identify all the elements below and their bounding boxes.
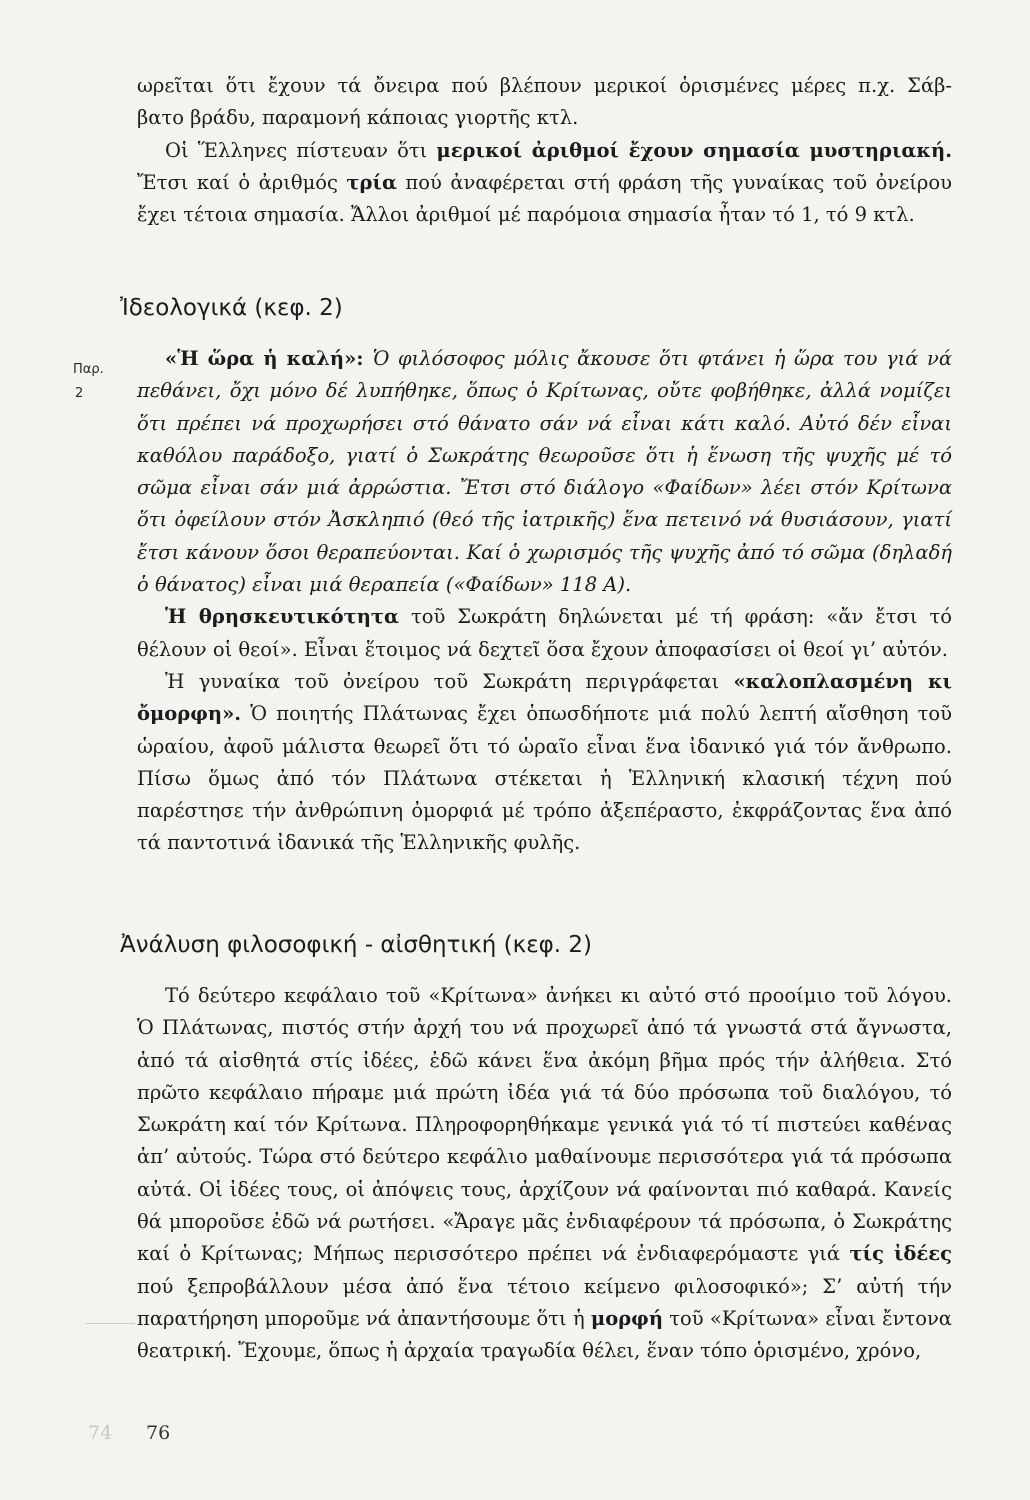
page-number: 76 xyxy=(146,1422,171,1444)
bold-phrase: τίς ἰδέες xyxy=(849,1242,952,1266)
bold-quote: «Ἡ ὥρα ἡ καλή»: xyxy=(165,347,373,370)
section-heading-ideological: Ἰδεολογικά (κεφ. 2) xyxy=(120,295,343,321)
text-run: πού ξεπροβάλλουν μέσα ἀπό ἕνα τέτοιο κείμενο φιλοσοφικό»; Σ’ αὐτή τήν παρατήρηση μποροῦμε νά ἀπαντήσουμε ὅτι ἡ xyxy=(137,1274,952,1330)
margin-paragraph-number: 2 xyxy=(75,386,84,401)
text-run: Οἱ Ἕλληνες πίστευαν ὅτι xyxy=(165,138,437,162)
text-run: πού ἀναφέρεται στή φράση τῆς γυναίκας τοῦ ὀνείρου ἔχει τέτοια σημασία. Ἄλλοι ἀριθμοί μέ παρόμοια σημασία ἦταν τό 1, τό 9 κτλ. xyxy=(137,170,952,227)
text-run: τοῦ Σωκράτη δηλώνεται μέ τή φράση: «ἄν ἔτσι τό θέλουν οἱ θεοί». Εἶναι ἕτοιμος νά δεχτεῖ ὅσα ἔχουν ἀποφασίσει οἱ θεοί γι’ αὐτόν. xyxy=(137,605,952,661)
bleed-through-rule xyxy=(85,1323,135,1324)
margin-paragraph-label: Παρ. xyxy=(73,362,104,377)
top-text-block xyxy=(137,70,952,231)
paragraph-religiosity xyxy=(137,601,952,666)
paragraph-beauty xyxy=(137,666,952,860)
bold-word: μορφή xyxy=(590,1306,663,1330)
paragraph-numbers xyxy=(137,135,952,232)
bold-phrase: Ἡ θρησκευτικότητα xyxy=(165,605,400,629)
bold-phrase: μερικοί ἀριθμοί ἔχουν σημασία μυστηριακή. xyxy=(436,138,952,162)
ghost-page-number: 74 xyxy=(88,1422,113,1444)
text-run: Ὁ ποιητής Πλάτωνας ἔχει ὁπωσδήποτε μιά πολύ λεπτή αἴσθηση τοῦ ὡραίου, ἀφοῦ μάλιστα θεωρεῖ ὅτι τό ὡραῖο εἶναι ἕνα ἰδανικό γιά τόν ἄνθρωπο. Πίσω ὅμως ἀπό τόν Πλάτωνα στέκεται ἡ Ἑλληνική κλασική τέχνη πού παρέστησε τήν ἀνθρώπινη ὀμορφιά μέ τρόπο ἀξεπέραστο, ἐκφράζοντας ἕνα ἀπό τά παντοτινά ἰδανικά τῆς Ἑλληνικῆς φυλῆς. xyxy=(137,702,952,855)
bold-phrase: «καλοπλασμένη κι ὄμορφη». xyxy=(137,669,952,726)
text-run: Ἔτσι καί ὁ ἀριθμός xyxy=(137,170,347,194)
text-run: Τό δεύτερο κεφάλαιο τοῦ «Κρίτωνα» ἀνήκει κι αὐτό στό προοίμιο τοῦ λόγου. Ὁ Πλάτωνας, πιστός στήν ἀρχή του νά προχωρεῖ ἀπό τά γνωστά στά ἄγνωστα, ἀπό τά αἰσθητά στίς ἰδέες, ἐδῶ κάνει ἕνα ἀκόμη βῆμα πρός τήν ἀλήθεια. Στό πρῶτο κεφάλαιο πήραμε μιά πρώτη ἰδέα γιά τά δύο πρόσωπα τοῦ διαλόγου, τό Σωκράτη καί τόν Κρίτωνα. Πληροφορηθήκαμε γενικά γιά τό τί πιστεύει καθένας ἀπ’ αὐτούς. Τώρα στό δεύτερο κεφάλιο μαθαίνουμε περισσότερα γιά τά πρόσωπα αὐτά. Οἱ ἰδέες τους, οἱ ἀπόψεις τους, ἀρχίζουν νά φαίνονται πιό καθαρά. Κανείς θά μποροῦσε ἐδῶ νά ρωτήσει. «Ἄραγε μᾶς ἐνδιαφέρουν τά πρόσωπα, ὁ Σωκράτης καί ὁ Κρίτωνας; Μήπως περισσότερο πρέπει νά ἐνδιαφερόμαστε γιά xyxy=(137,984,952,1266)
paragraph-analysis xyxy=(137,980,952,1368)
continued-line-2: βατο βράδυ, παραμονή κάποιας γιορτῆς κτλ. xyxy=(137,106,579,130)
continued-line-1: ωρεῖται ὅτι ἔχουν τά ὄνειρα πού βλέπουν μερικοί ὁρισμένες μέρες π.χ. Σάβ- xyxy=(137,74,952,97)
section2-body xyxy=(137,980,952,1368)
paragraph-good-hour xyxy=(137,343,952,601)
section-heading-analysis: Ἀνάλυση φιλοσοφική - αἰσθητική (κεφ. 2) xyxy=(120,932,593,958)
bold-word: τρία xyxy=(346,170,397,194)
text-run: Ἡ γυναίκα τοῦ ὀνείρου τοῦ Σωκράτη περιγράφεται xyxy=(165,669,734,693)
section1-body xyxy=(137,343,952,860)
italic-text: Ὁ φιλόσοφος μόλις ἄκουσε ὅτι φτάνει ἡ ὥρα του γιά νά πεθάνει, ὄχι μόνο δέ λυπήθηκε, ὅπως ὁ Κρίτωνας, οὔτε φοβήθηκε, ἀλλά νομίζει ὅτι πρέπει νά προχωρήσει στό θάνατο σάν νά εἶναι κάτι καλό. Αὐτό δέν εἶναι καθόλου παράδοξο, γιατί ὁ Σωκράτης θεωροῦσε ὅτι ἡ ἕνωση τῆς ψυχῆς μέ τό σῶμα εἶναι σάν μιά ἀρρώστια. Ἔτσι στό διάλογο «Φαίδων» λέει στόν Κρίτωνα ὅτι ὀφείλουν στόν Ἀσκληπιό (θεό τῆς ἰατρικῆς) ἕνα πετεινό νά θυσιάσουν, γιατί ἔτσι κάνουν ὅσοι θεραπεύονται. Καί ὁ χωρισμός τῆς ψυχῆς ἀπό τό σῶμα (δηλαδή ὁ θάνατος) εἶναι μιά θεραπεία («Φαίδων» 118 Α). xyxy=(137,347,952,597)
text-run: τοῦ «Κρίτωνα» εἶναι ἔντονα θεατρική. Ἔχουμε, ὅπως ἡ ἀρχαία τραγωδία θέλει, ἕναν τόπο ὁρισμένο, χρόνο, xyxy=(137,1306,952,1363)
